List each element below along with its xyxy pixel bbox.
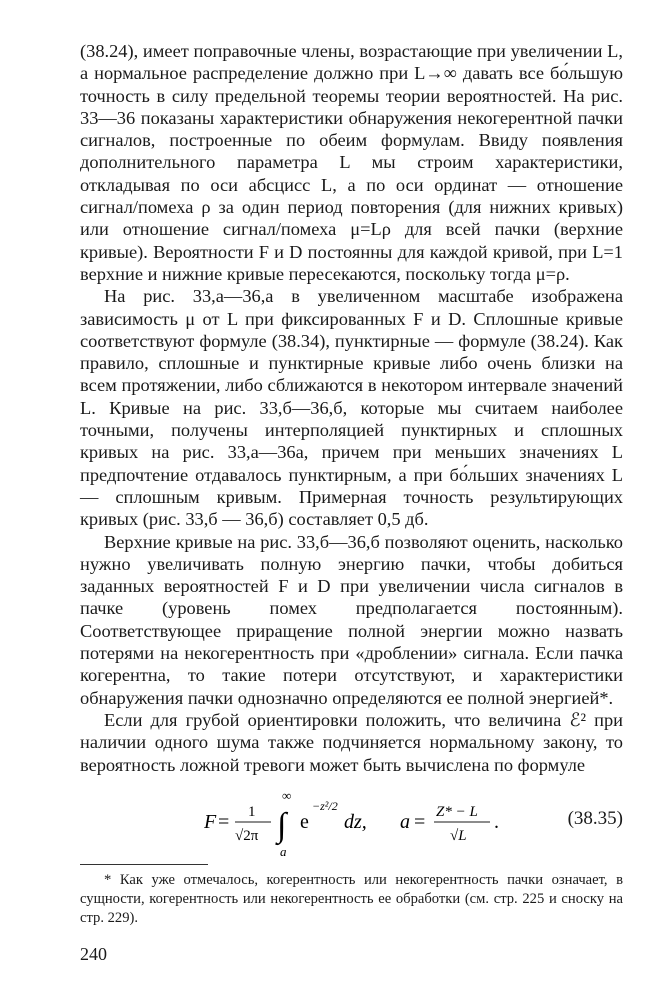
paragraph-3: Верхние кривые на рис. 33,б—36,б позволяют оценить, насколько нужно увеличивать полную энергию пачки, чтобы добиться заданных вероятностей F и D при увеличении числа сигналов в пачке (уровень помех предполагается постоянным). Соответствующее приращение полной энергии можно назвать потерями на некогерентность при «дроблении» сигнала. Если пачка когерентна, то такие потери отсутствуют, и характеристики обнаружения пачки однозначно определяются ее полной энергией*.	[80, 531, 623, 708]
formula-differential: dz,	[344, 810, 367, 833]
integral-upper-limit: ∞	[282, 787, 292, 803]
footnote: * Как уже отмечалось, когерентность или некогерентность пачки означает, в сущности, когерентность или некогерентность ее обработки (см. стр. 225 и сноску на стр. 229).	[80, 871, 623, 926]
formula-lhs: F	[204, 810, 217, 833]
formula-expression	[204, 786, 504, 866]
formula-period: .	[494, 810, 499, 833]
formula-a-den: √L	[450, 827, 467, 844]
paragraph-1: (38.24), имеет поправочные члены, возрастающие при увеличении L, а нормальное распределение должно при L→∞ давать все бо́льшую точность в силу предельной теоремы теории вероятностей. На рис. 33—36 показаны характеристики обнаружения некогерентной пачки сигналов, построенные по обеим формулам. Ввиду появления дополнительного параметра L мы строим характеристики, откладывая по оси абсцисс L, а по оси ординат — отношение сигнал/помеха ρ за один период повторения (для нижних кривых) или отношение сигнал/помеха μ=Lρ для всей пачки (верхние кривые). Вероятности F и D постоянны для каждой кривой, при L=1 верхние и нижние кривые пересекаются, поскольку тогда μ=ρ.	[80, 41, 623, 284]
formula-a-num: Z* − L	[436, 803, 478, 820]
formula-equals: =	[218, 810, 230, 833]
formula-frac-num: 1	[248, 803, 256, 820]
formula-exp-base: e	[300, 810, 309, 833]
paragraph-4: Если для грубой ориентировки положить, что величина ℰ² при наличии одного шума также подчиняется нормальному закону, то вероятность ложной тревоги может быть вычислена по формуле	[80, 709, 623, 775]
page-number: 240	[80, 943, 107, 964]
formula-a-lhs: a	[400, 810, 410, 833]
formula-exponent: −z²/2	[312, 798, 338, 813]
equation-number: (38.35)	[567, 807, 623, 829]
footnote-divider	[80, 864, 208, 865]
formula-frac-den: √2π	[235, 827, 259, 844]
page-body	[80, 40, 623, 965]
formula-a-equals: =	[414, 810, 426, 833]
integral-sign: ∫	[277, 806, 287, 844]
integral-lower-limit: a	[280, 843, 287, 859]
formula-38-35	[80, 778, 623, 864]
paragraph-2: На рис. 33,а—36,а в увеличенном масштабе изображена зависимость μ от L при фиксированных F и D. Сплошные кривые соответствуют формуле (38.34), пунктирные — формуле (38.24). Как правило, сплошные и пунктирные кривые либо очень близки на всем протяжении, либо сближаются в некотором интервале значений L. Кривые на рис. 33,б—36,б, которые мы считаем наиболее точными, получены интерполяцией пунктирных и сплошных кривых на рис. 33,а—36а, причем при меньших значениях L предпочтение отдавалось пунктирным, а при бо́льших значениях L — сплошным кривым. Примерная точность результирующих кривых (рис. 33,б — 36,б) составляет 0,5 дб.	[80, 286, 623, 530]
